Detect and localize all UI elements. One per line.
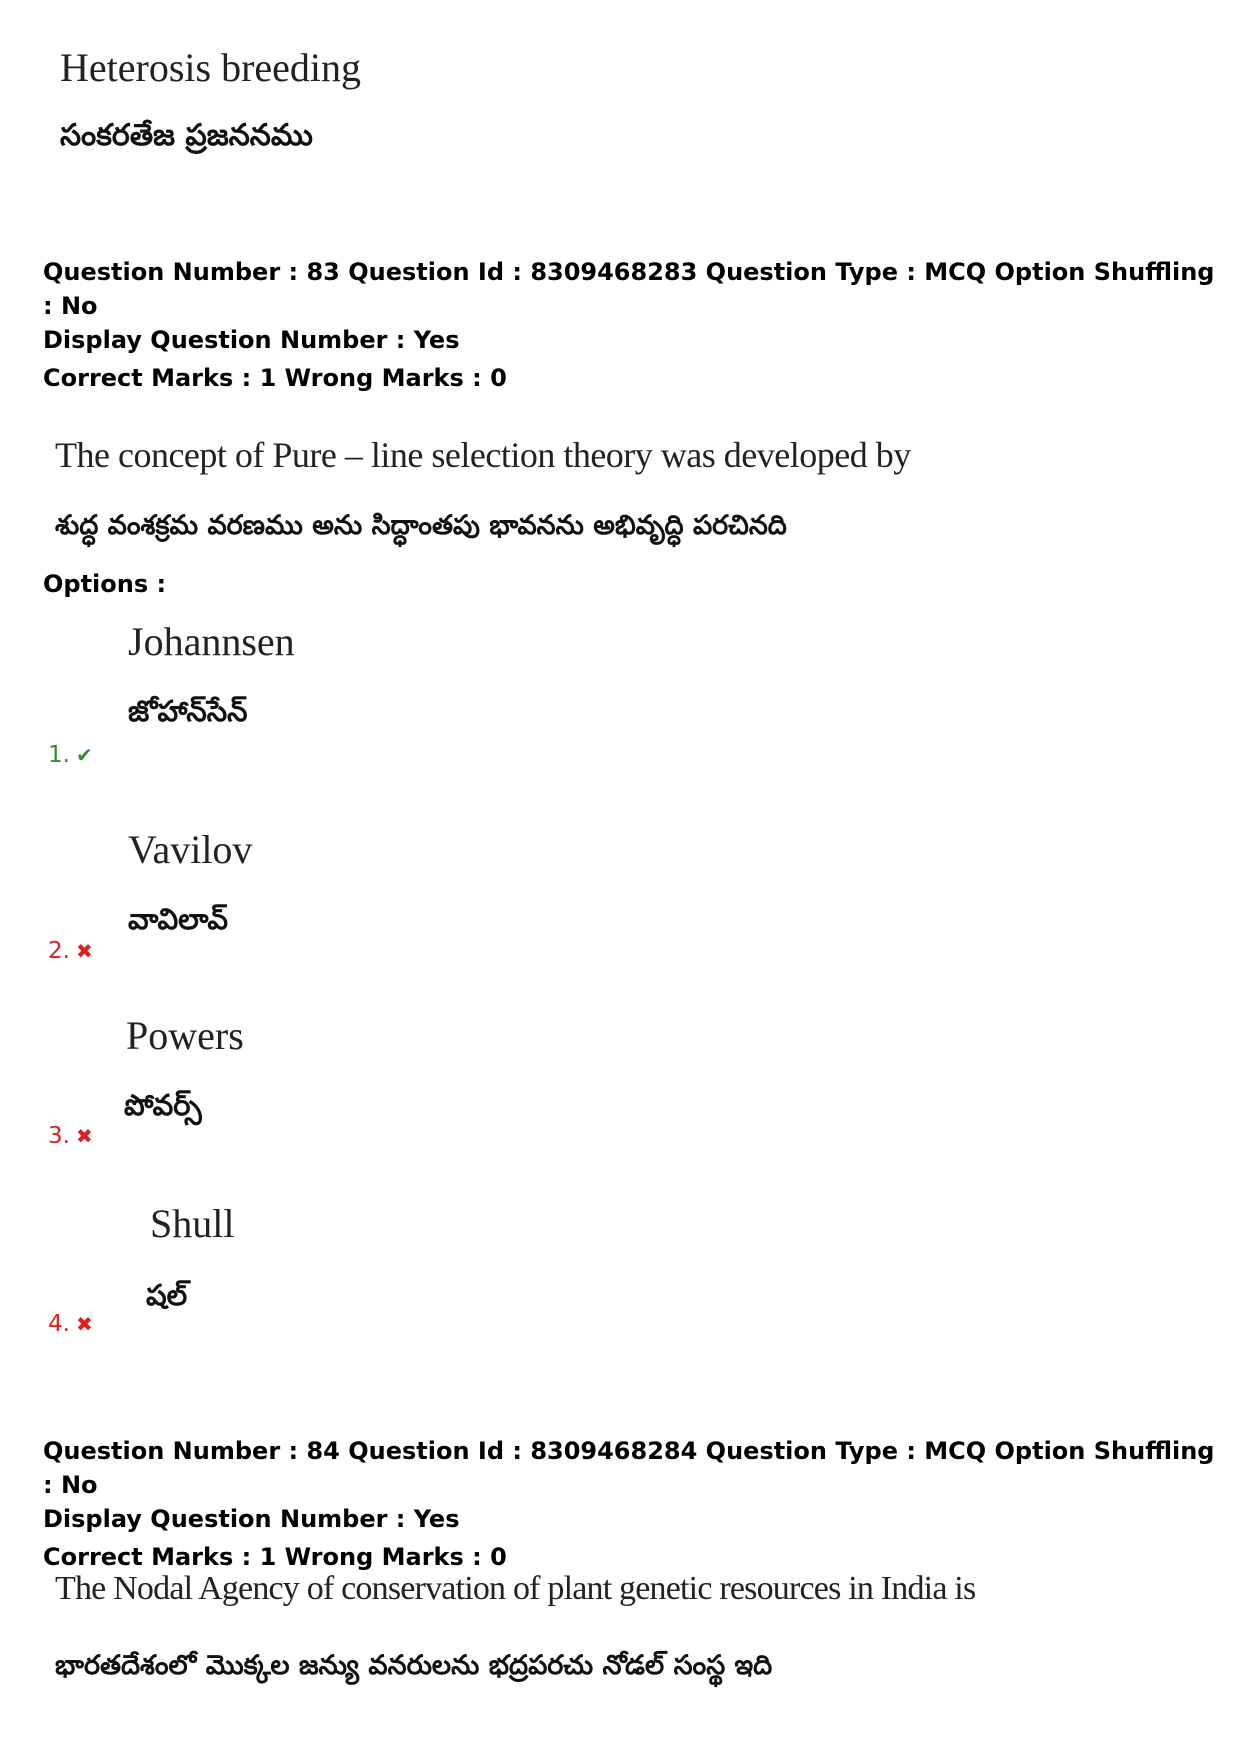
option-2-number-label: 2. (48, 938, 70, 964)
q83-meta-line2: Display Question Number : Yes (43, 326, 460, 354)
option-1-english: Johannsen (128, 619, 295, 664)
option-1-number-label: 1. (48, 742, 70, 768)
option-2-telugu: వావిలావ్ (128, 902, 229, 936)
option-3-telugu: పోవర్స్ (124, 1088, 202, 1122)
option-3-number-label: 3. (48, 1123, 70, 1149)
cross-icon: ✖ (75, 1124, 93, 1148)
q83-meta-line3: Correct Marks : 1 Wrong Marks : 0 (43, 364, 507, 392)
option-1-telugu: జోహాన్‌సేన్ (128, 694, 248, 728)
option-1-number (48, 742, 93, 768)
prev-option-telugu: సంకరతేజ ప్రజననము (60, 118, 313, 153)
q83-meta (43, 255, 1223, 395)
option-4-number-label: 4. (48, 1311, 70, 1337)
option-4-english: Shull (150, 1201, 235, 1246)
q83-question-english: The concept of Pure – line selection theory was developed by (55, 435, 911, 475)
cross-icon: ✖ (75, 1312, 93, 1336)
prev-option-english: Heterosis breeding (60, 45, 362, 90)
q84-meta-line2: Display Question Number : Yes (43, 1505, 460, 1533)
option-3-english: Powers (126, 1013, 244, 1058)
option-3-number (48, 1123, 93, 1149)
option-2-number (48, 938, 93, 964)
option-4-number (48, 1311, 93, 1337)
q84-meta-line3: Correct Marks : 1 Wrong Marks : 0 (43, 1543, 507, 1571)
option-4-telugu: షల్ (146, 1278, 188, 1312)
q84-question-telugu: భారతదేశంలో మొక్కల జన్యు వనరులను భద్రపరచు నోడల్ సంస్థ ఇది (55, 1650, 773, 1681)
option-2-english: Vavilov (128, 827, 253, 872)
q83-meta-line1: Question Number : 83 Question Id : 8309468283 Question Type : MCQ Option Shuffling : No (43, 258, 1215, 320)
q83-question-telugu: శుద్ధ వంశక్రమ వరణము అను సిద్ధాంతపు భావనను అభివృద్ధి పరచినది (55, 510, 787, 541)
cross-icon: ✖ (75, 939, 93, 963)
q84-question-english: The Nodal Agency of conservation of plant genetic resources in India is (55, 1570, 976, 1607)
q84-meta (43, 1434, 1223, 1574)
q84-meta-line1: Question Number : 84 Question Id : 8309468284 Question Type : MCQ Option Shuffling : No (43, 1437, 1215, 1499)
check-icon: ✔ (75, 743, 93, 767)
q83-options-label: Options : (43, 570, 167, 598)
